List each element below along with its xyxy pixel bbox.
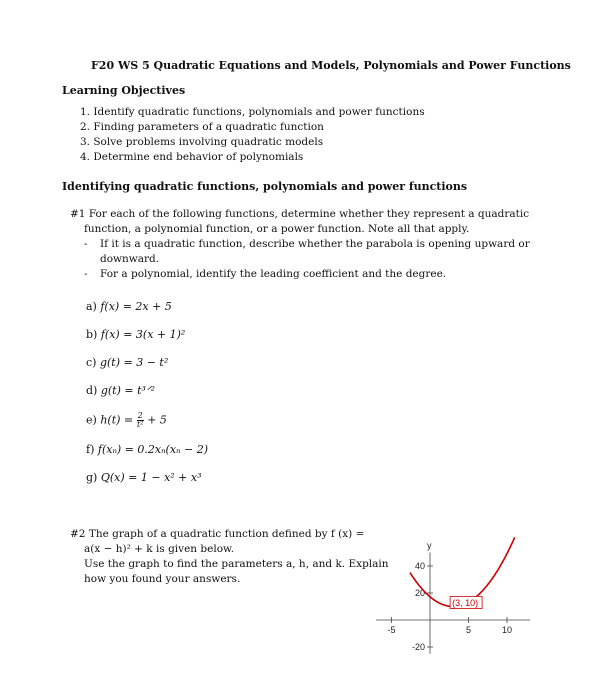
function-expression: f(x) = 2x + 5 bbox=[100, 300, 172, 313]
objective-item: 1. Identify quadratic functions, polynomials and power functions bbox=[80, 106, 425, 118]
function-expression-tail: + 5 bbox=[143, 413, 167, 427]
function-expression: Q(x) = 1 − x² + x³ bbox=[100, 471, 202, 484]
page-title: F20 WS 5 Quadratic Equations and Models, Polynomials and Power Functions bbox=[91, 59, 571, 72]
item-label: c) bbox=[86, 356, 97, 369]
fraction-numerator: 2 bbox=[137, 411, 143, 420]
q2-text: how you found your answers. bbox=[84, 573, 241, 585]
y-tick-label: -20 bbox=[411, 642, 425, 652]
q2-text: Use the graph to find the parameters a, h, and k. Explain bbox=[84, 558, 389, 570]
q1-bullet-1-cont: downward. bbox=[100, 253, 160, 265]
x-tick-label: 10 bbox=[501, 625, 513, 635]
vertex-annotation: (3, 10) bbox=[452, 598, 479, 608]
item-label: f) bbox=[86, 443, 95, 456]
fraction-denominator: t² bbox=[136, 420, 144, 429]
q1-intro-cont: function, a polynomial function, or a power function. Note all that apply. bbox=[84, 223, 470, 235]
bullet-dash: - bbox=[84, 238, 88, 250]
y-axis-label: y bbox=[427, 540, 432, 551]
q2-text: #2 The graph of a quadratic function defined by f (x) = bbox=[70, 528, 365, 540]
function-expression: g(t) = 3 − t² bbox=[99, 356, 169, 369]
y-tick-label: 20 bbox=[414, 588, 425, 598]
q1-bullet-1: If it is a quadratic function, describe whether the parabola is opening upward or bbox=[100, 238, 530, 250]
q2-text: a(x − h)² + k is given below. bbox=[84, 543, 235, 555]
item-label: b) bbox=[86, 328, 98, 341]
function-expression: f(xₙ) = 0.2xₙ(xₙ − 2) bbox=[97, 443, 209, 456]
function-expression: g(t) = t³ᐟ² bbox=[100, 384, 155, 397]
y-tick-label: 40 bbox=[414, 561, 425, 571]
item-label: e) bbox=[86, 413, 97, 427]
objectives-heading: Learning Objectives bbox=[62, 84, 186, 97]
function-expression: f(x) = 3(x + 1)² bbox=[100, 328, 186, 341]
objective-item: 4. Determine end behavior of polynomials bbox=[80, 151, 304, 163]
item-label: a) bbox=[86, 300, 97, 313]
q1-intro: #1 For each of the following functions, determine whether they represent a quadratic bbox=[70, 208, 530, 220]
q1-bullet-2: For a polynomial, identify the leading coefficient and the degree. bbox=[100, 268, 447, 280]
objective-item: 2. Finding parameters of a quadratic function bbox=[80, 121, 324, 133]
x-tick-label: 5 bbox=[465, 625, 472, 635]
item-label: d) bbox=[86, 384, 98, 397]
bullet-dash: - bbox=[84, 268, 88, 280]
item-label: g) bbox=[86, 471, 98, 484]
function-expression: h(t) = bbox=[100, 413, 137, 427]
objective-item: 3. Solve problems involving quadratic models bbox=[80, 136, 324, 148]
section-heading: Identifying quadratic functions, polynomials and power functions bbox=[62, 180, 468, 193]
x-tick-label: -5 bbox=[387, 625, 396, 635]
